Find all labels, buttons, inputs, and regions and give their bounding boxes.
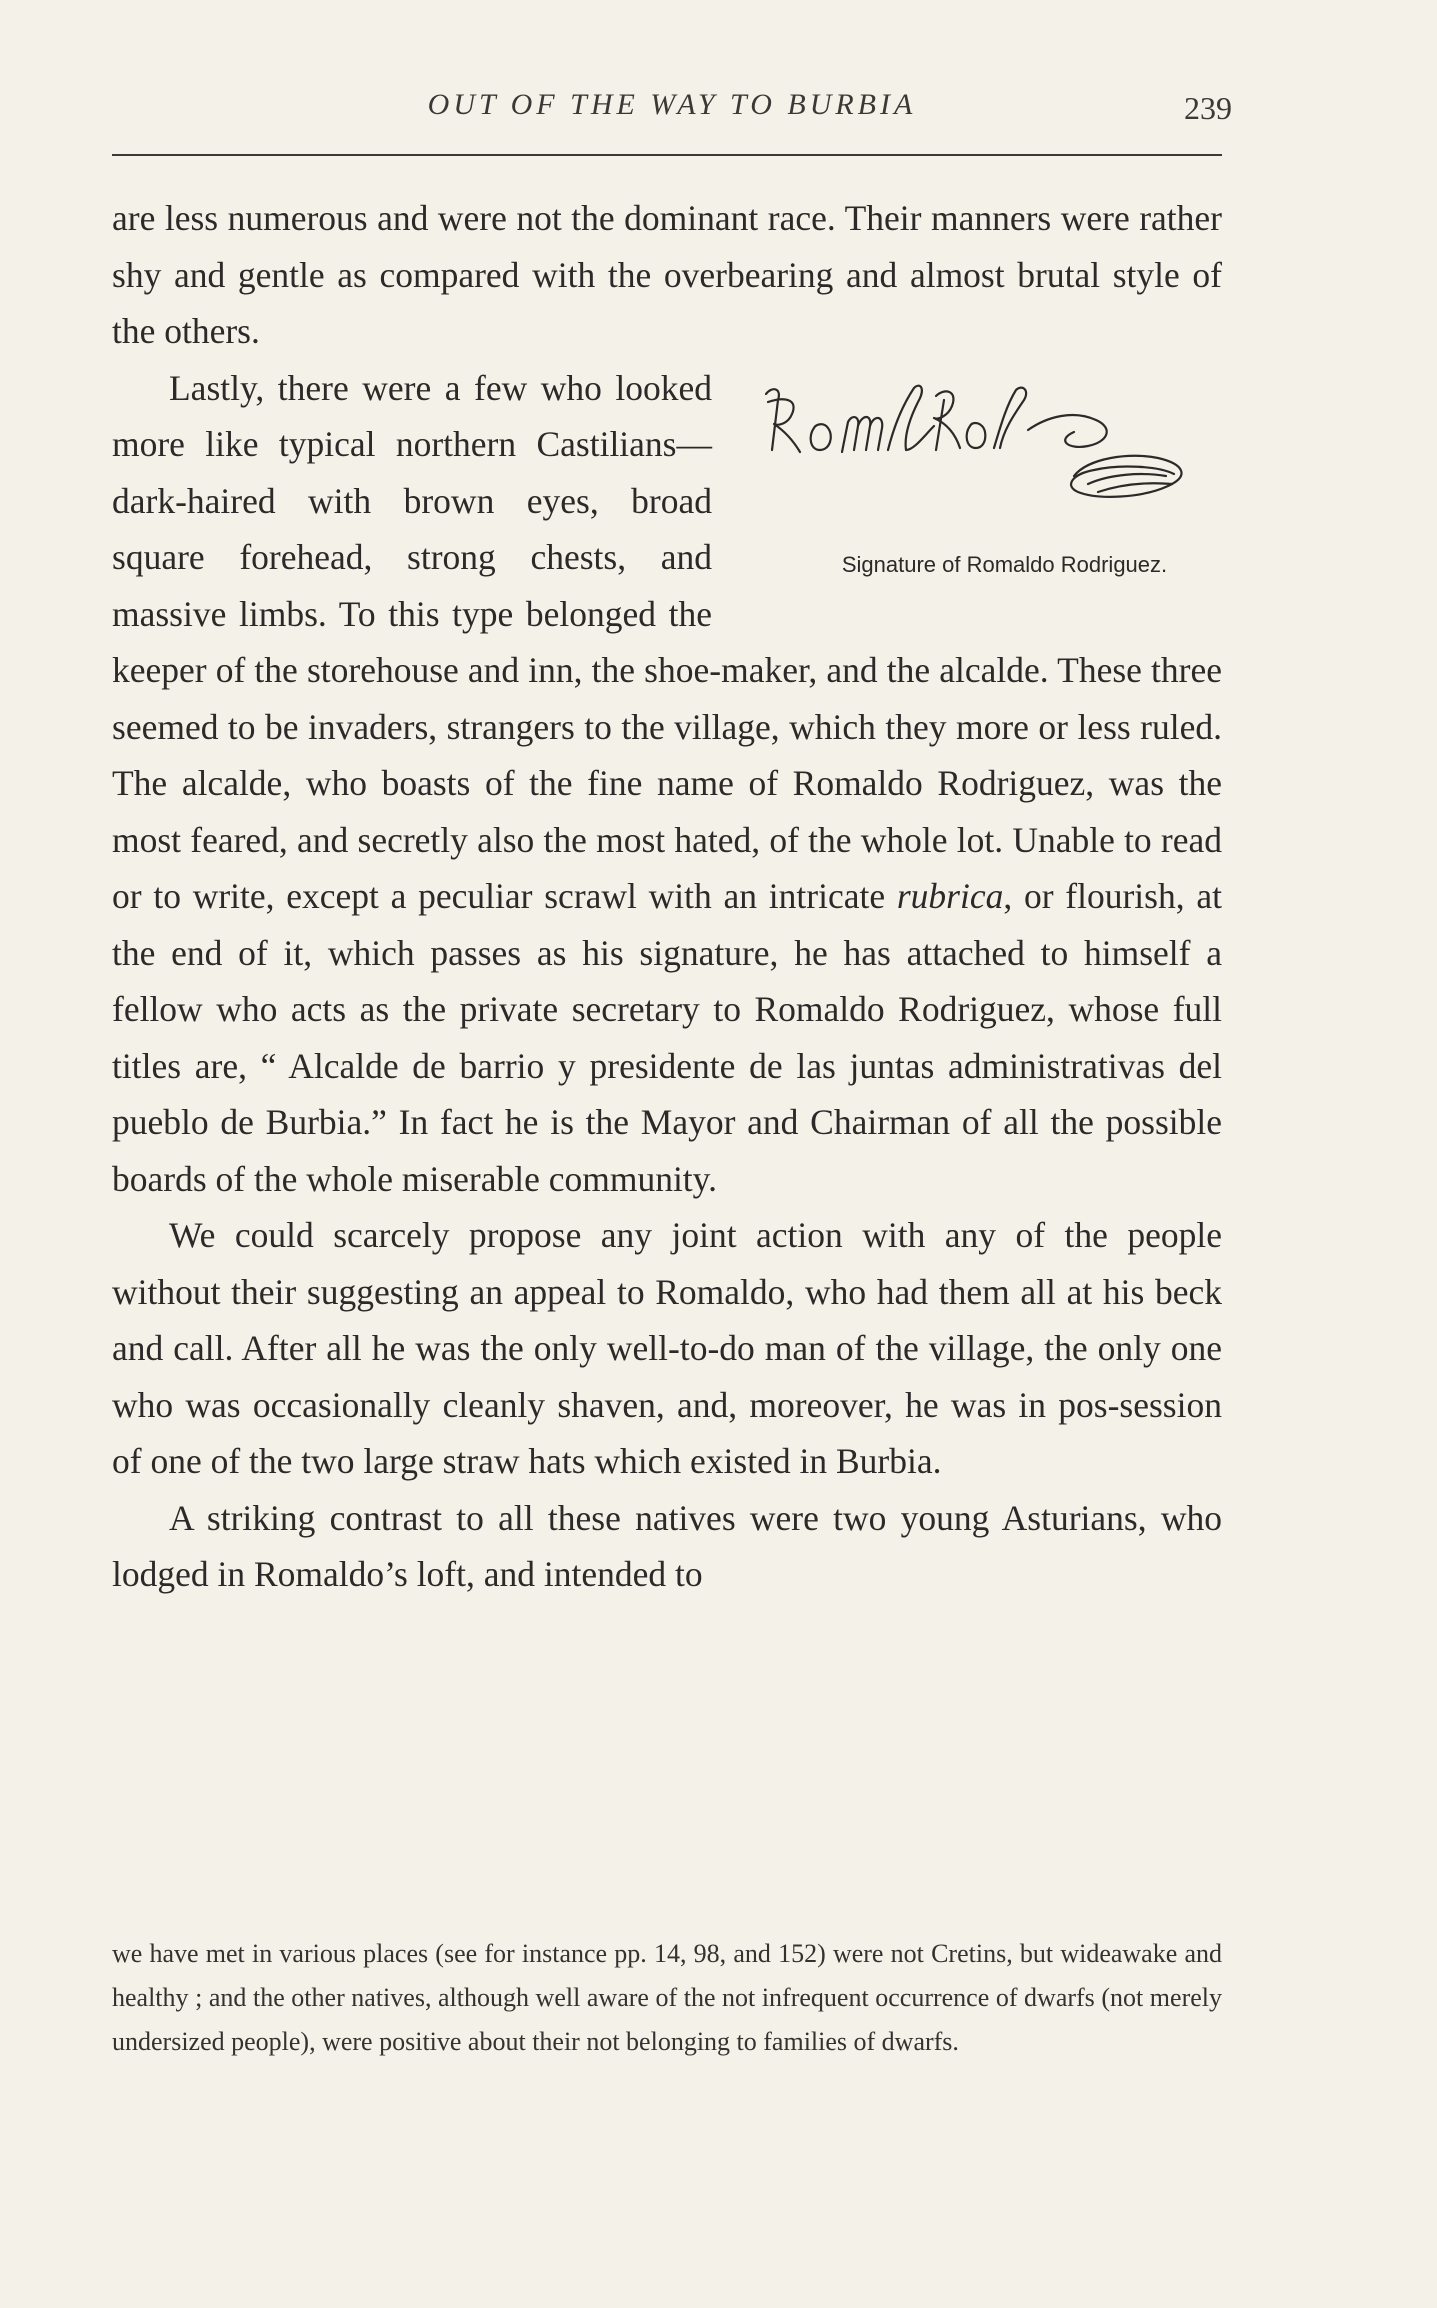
- header-rule: [112, 154, 1222, 156]
- signature-image: [738, 366, 1218, 526]
- paragraph-2-rest: , or flourish, at the end of it, which passes as his signature, he has attached to himself a fellow who acts as the private secretary to Romaldo Rodriguez, whose full titles are, “ Alcalde de barrio y presidente de las juntas administrativas del pueblo de Burbia.” In fact he is the Mayor and Chairman of all the possible boards of the whole miserable community.: [112, 876, 1222, 1199]
- running-title: OUT OF THE WAY TO BURBIA: [427, 88, 917, 121]
- paragraph-3: We could scarcely propose any joint action with any of the people without their suggesting an appeal to Romaldo, who had them all at his beck and call. After all he was the only well-to-do man of the village, the only one who was occasionally cleanly shaven, and, moreover, he was in pos-session of one of the two large straw hats which existed in Burbia.: [112, 1215, 1222, 1481]
- body-text: [112, 190, 1222, 1603]
- footnote: we have met in various places (see for instance pp. 14, 98, and 152) were not Cretins, but wideawake and healthy ; and the other natives, although well aware of the not infrequent occurrence of dwarfs (not merely undersized people), were positive about their not belonging to families of dwarfs.: [112, 1939, 1222, 2056]
- italic-term: rubrica: [896, 876, 1004, 916]
- signature-caption: Signature of Romaldo Rodriguez.: [841, 551, 1168, 577]
- paragraph-2-text: Lastly, there were a few who looked more like typical northern Castilians—dark-haired with brown eyes, broad square forehead, strong chests, and massive limbs. To this type belonged the keeper of the storehouse and inn, the shoe-maker, and the alcalde. These three seemed to be invaders, strangers to the village, which they more or less ruled. The alcalde, who boasts of the fine name of Romaldo Rodriguez, was the most feared, and secretly also the most hated, of the whole lot. Unable to read or to write, except a peculiar scrawl with an intricate: [112, 367, 1222, 916]
- paragraph-1: are less numerous and were not the dominant race. Their manners were rather shy and gentle as compared with the overbearing and almost brutal style of the others.: [112, 198, 1222, 351]
- page-number: 239: [1184, 90, 1232, 126]
- paragraph-2: [112, 360, 1222, 1208]
- paragraph-4: A striking contrast to all these natives were two young Asturians, who lodged in Romaldo’s loft, and intended to: [112, 1497, 1222, 1594]
- running-head: [112, 88, 1232, 134]
- signature-figure: [730, 366, 1222, 592]
